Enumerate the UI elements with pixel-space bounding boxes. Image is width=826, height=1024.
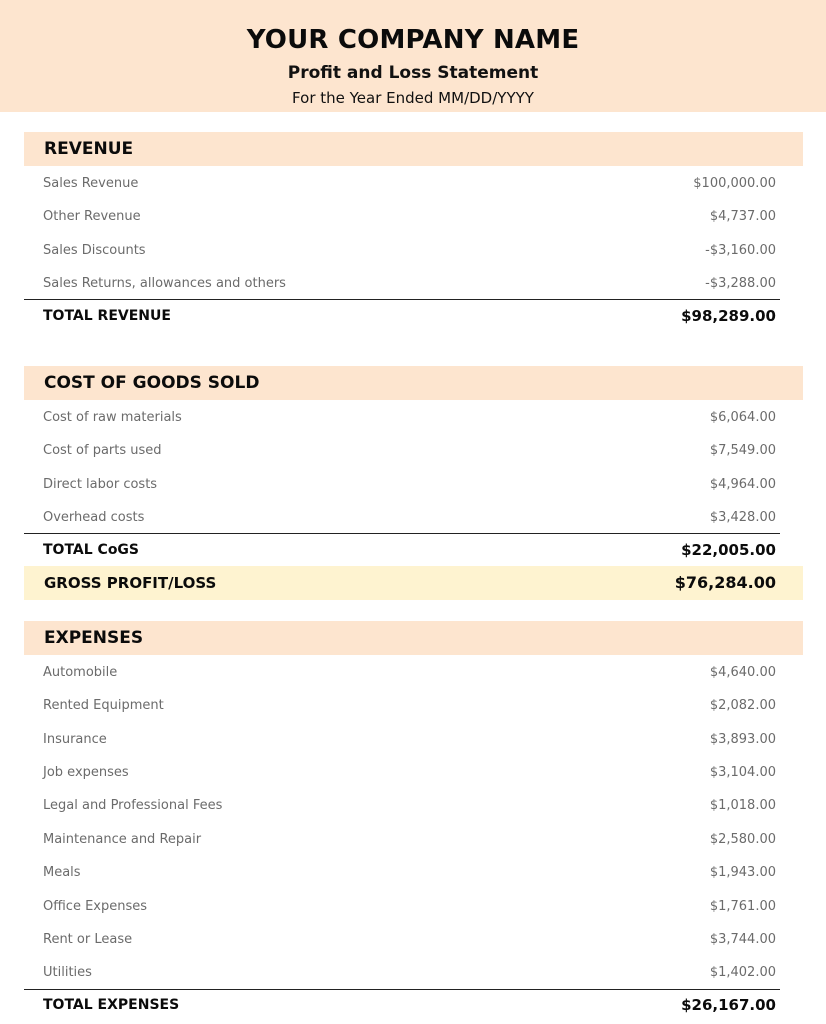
expenses-row [43,723,776,756]
expenses-row-label: Office Expenses [43,899,148,914]
cogs-row [43,434,776,467]
expenses-row [43,823,776,856]
statement-period: For the Year Ended MM/DD/YYYY [292,89,534,107]
expenses-row [43,656,776,689]
revenue-row [43,234,776,267]
expenses-row [43,856,776,889]
cogs-row [43,501,776,534]
expenses-row-label: Rent or Lease [43,932,133,947]
revenue-total-value: $98,289.00 [681,307,776,325]
cogs-row-value: $4,964.00 [709,477,776,492]
cogs-total-label: TOTAL CoGS [43,542,140,558]
expenses-total-label: TOTAL EXPENSES [43,997,180,1013]
revenue-total-label: TOTAL REVENUE [43,308,171,324]
cogs-total-row [43,535,776,565]
cogs-total-value: $22,005.00 [681,541,776,559]
expenses-total-value: $26,167.00 [681,996,776,1014]
cogs-section-title: COST OF GOODS SOLD [44,373,260,393]
cogs-section-header [24,366,803,400]
expenses-row [43,923,776,956]
company-name: YOUR COMPANY NAME [246,25,580,55]
expenses-row-label: Job expenses [43,765,129,780]
revenue-row-value: $100,000.00 [693,176,776,191]
expenses-row-value: $2,580.00 [709,832,776,847]
expenses-row-value: $3,893.00 [709,732,776,747]
expenses-row-value: $3,744.00 [709,932,776,947]
cogs-row-value: $3,428.00 [709,510,776,525]
cogs-row-label: Cost of raw materials [43,410,182,425]
revenue-section-header [24,132,803,166]
expenses-row-label: Legal and Professional Fees [43,798,223,813]
expenses-row [43,890,776,923]
expenses-row [43,689,776,722]
cogs-row-label: Overhead costs [43,510,145,525]
revenue-row-value: -$3,160.00 [705,243,776,258]
expenses-total-row [43,990,776,1020]
cogs-total-divider [24,533,780,534]
revenue-row-label: Sales Returns, allowances and others [43,276,286,291]
revenue-row [43,167,776,200]
cogs-row-label: Cost of parts used [43,443,162,458]
expenses-row-label: Utilities [43,965,92,980]
expenses-row-label: Automobile [43,665,118,680]
expenses-row-value: $1,402.00 [709,965,776,980]
revenue-row [43,267,776,300]
cogs-row-value: $6,064.00 [709,410,776,425]
cogs-row [43,468,776,501]
revenue-row-label: Sales Revenue [43,176,139,191]
gross-profit-row [24,566,803,600]
expenses-row-label: Rented Equipment [43,698,164,713]
revenue-total-row [43,301,776,331]
expenses-row-value: $1,018.00 [709,798,776,813]
expenses-row-value: $2,082.00 [709,698,776,713]
revenue-row-label: Other Revenue [43,209,141,224]
cogs-row [43,401,776,434]
revenue-row-value: -$3,288.00 [705,276,776,291]
expenses-section-title: EXPENSES [44,628,144,648]
revenue-row [43,200,776,233]
gross-profit-value: $76,284.00 [674,573,776,592]
document-header [0,0,826,112]
expenses-row-label: Insurance [43,732,107,747]
expenses-row-value: $3,104.00 [709,765,776,780]
revenue-row-value: $4,737.00 [709,209,776,224]
cogs-row-label: Direct labor costs [43,477,158,492]
revenue-total-divider [24,299,780,300]
expenses-section-header [24,621,803,655]
expenses-row-label: Meals [43,865,81,880]
revenue-section-title: REVENUE [44,139,134,159]
gross-profit-label: GROSS PROFIT/LOSS [44,574,217,592]
expenses-row [43,756,776,789]
expenses-row-label: Maintenance and Repair [43,832,202,847]
expenses-row-value: $1,943.00 [709,865,776,880]
expenses-row-value: $1,761.00 [709,899,776,914]
expenses-row [43,789,776,822]
expenses-row [43,956,776,989]
expenses-row-value: $4,640.00 [709,665,776,680]
statement-title: Profit and Loss Statement [287,63,539,83]
revenue-row-label: Sales Discounts [43,243,146,258]
cogs-row-value: $7,549.00 [709,443,776,458]
